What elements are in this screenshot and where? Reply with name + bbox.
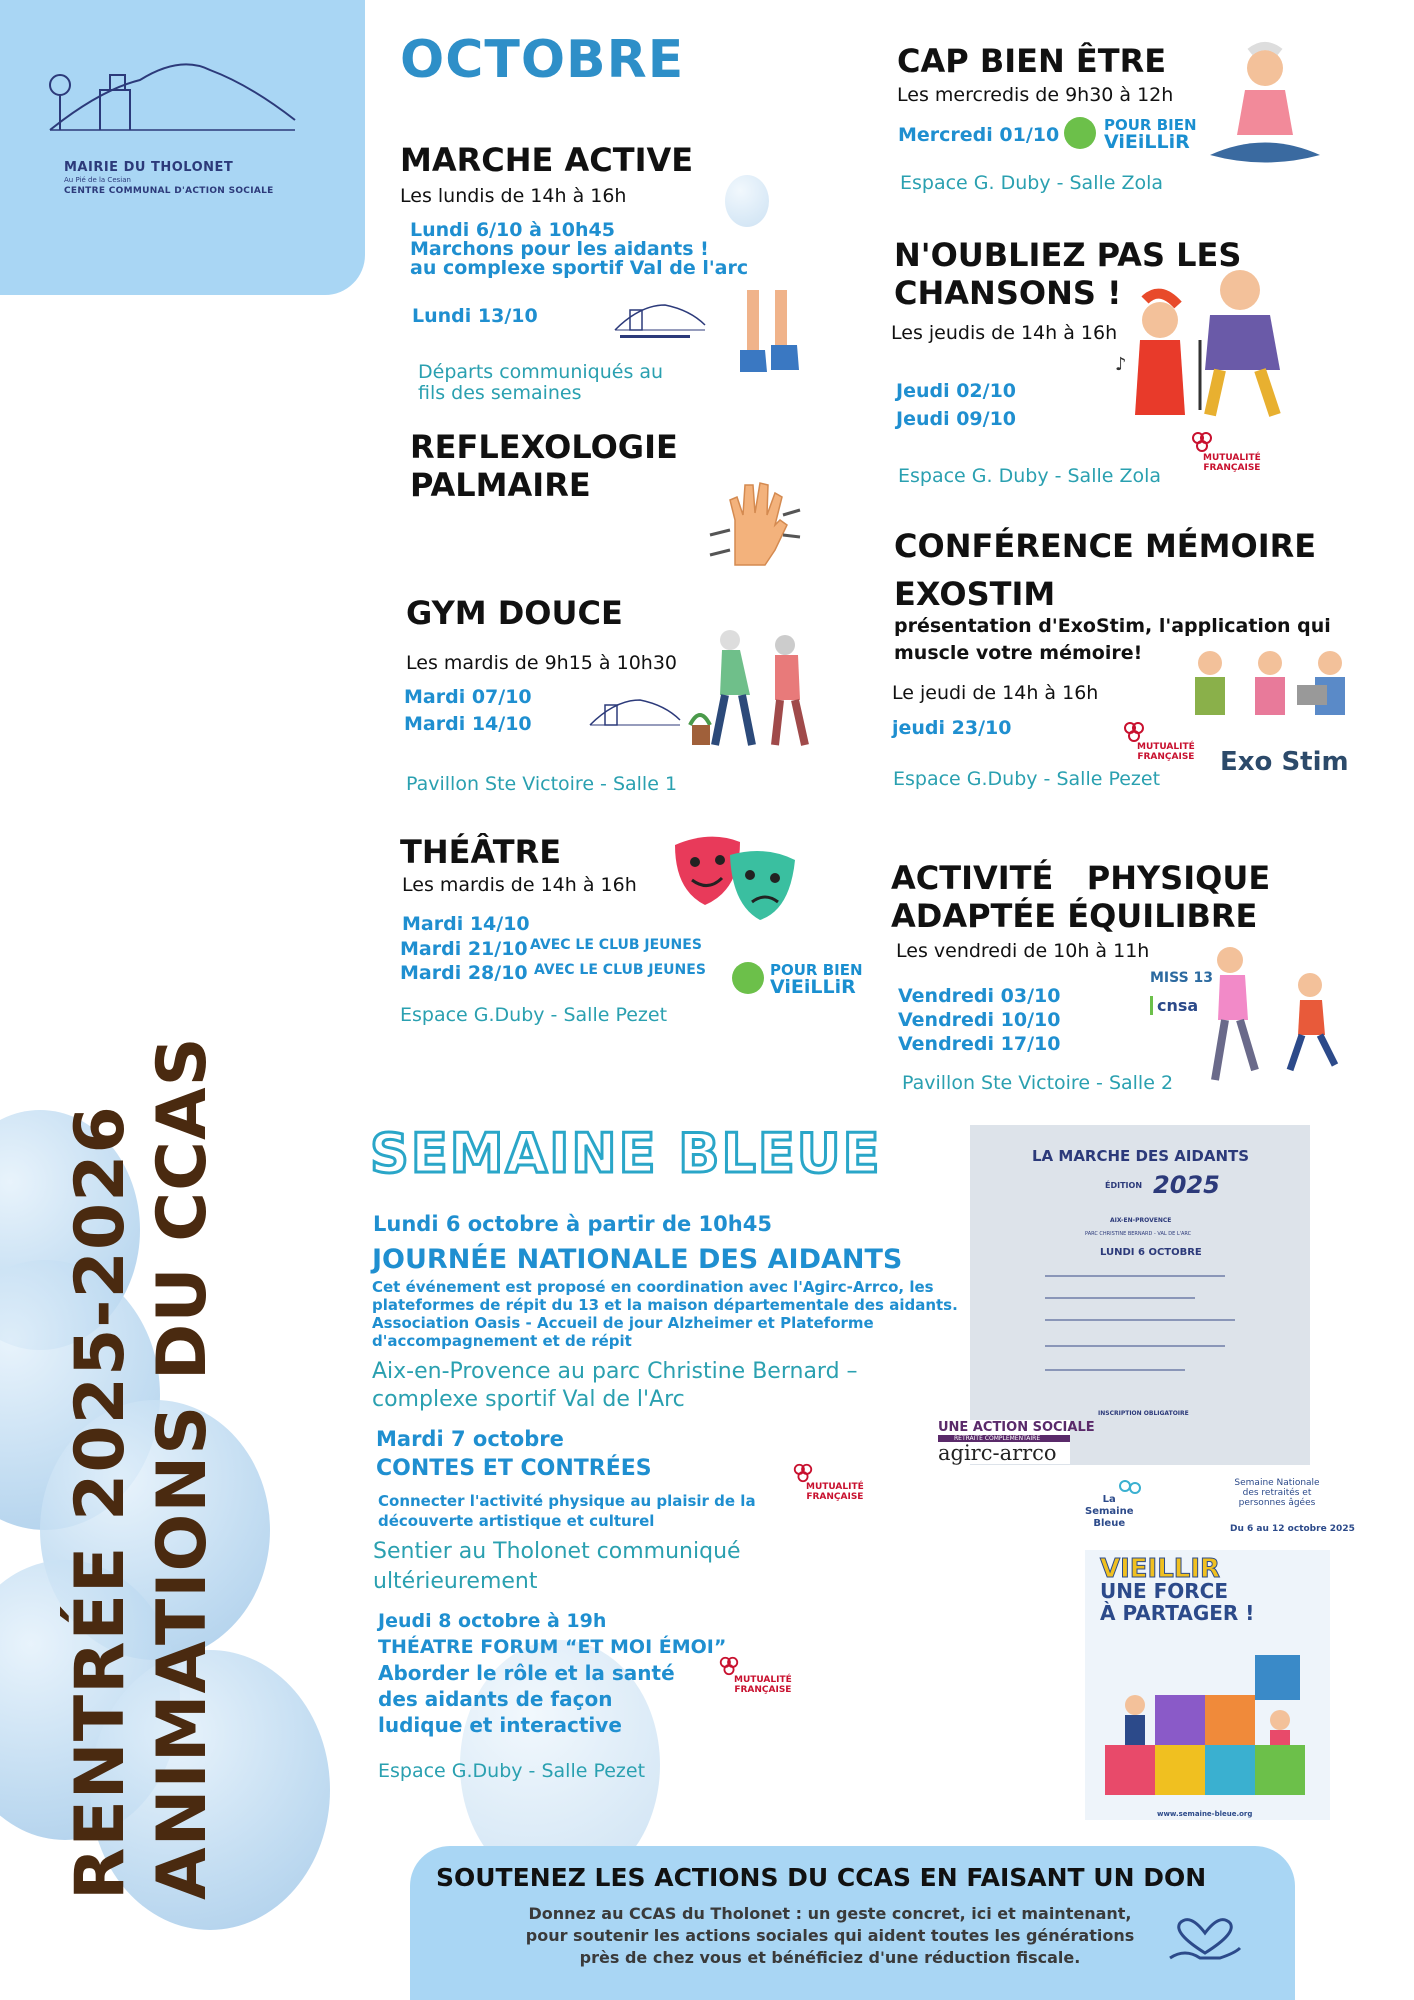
marche-date1: [410, 221, 748, 278]
marche-date1-line3: au complexe sportif Val de l'arc: [410, 257, 749, 279]
cap-schedule: Les mercredis de 9h30 à 12h: [897, 84, 1174, 106]
theatre-date2-note: AVEC LE CLUB JEUNES: [530, 937, 702, 953]
gym-title: GYM DOUCE: [406, 594, 623, 632]
agirc-arrco-logo: [938, 1420, 1095, 1465]
theatre-date3: Mardi 28/10: [400, 962, 528, 984]
semaine-e2-desc-line1: Connecter l'activité physique au plaisir de la: [378, 1492, 756, 1510]
singers-icon: [1100, 250, 1300, 420]
poster-program-line: [1045, 1275, 1225, 1277]
mairie-logo-icon: [40, 50, 300, 160]
mutualite-logo-text: [734, 1675, 792, 1695]
marche-date2: Lundi 13/10: [412, 305, 538, 327]
mutualite-line2: FRANÇAISE: [734, 1685, 792, 1695]
chansons-title-line1: N'OUBLIEZ PAS LES: [894, 236, 1242, 274]
mini-mairie-logo-icon: [610, 295, 710, 345]
mutualite-line1: MUTUALITÉ: [806, 1482, 864, 1492]
apa-date3: Vendredi 17/10: [898, 1033, 1061, 1055]
poster-venue: PARC CHRISTINE BERNARD - VAL DE L'ARC: [1085, 1231, 1192, 1237]
conf-place: Espace G.Duby - Salle Pezet: [893, 768, 1161, 790]
slogan-line3: À PARTAGER !: [1100, 1601, 1255, 1625]
mutualite-line1: MUTUALITÉ: [1137, 742, 1195, 752]
semaine-right-line2: des retraités et: [1242, 1488, 1312, 1498]
theatre-schedule: Les mardis de 14h à 16h: [402, 874, 637, 896]
conf-title: [894, 522, 1316, 618]
conf-description-line2: muscle votre mémoire!: [894, 642, 1143, 664]
semaine-logo-line3: Bleue: [1093, 1518, 1126, 1529]
chansons-title-line2: CHANSONS !: [894, 274, 1122, 312]
semaine-e1-place: [372, 1358, 858, 1414]
semaine-poster-url: www.semaine-bleue.org: [1157, 1810, 1253, 1818]
semaine-e1-desc: [372, 1278, 958, 1350]
pbv-logo-text: [770, 962, 863, 996]
mutualite-line2: FRANÇAISE: [806, 1492, 864, 1502]
gym-date1: Mardi 07/10: [404, 686, 532, 708]
poster-program-line: [1045, 1369, 1185, 1371]
apa-place: Pavillon Ste Victoire - Salle 2: [902, 1072, 1174, 1094]
donation-title: SOUTENEZ LES ACTIONS DU CCAS EN FAISANT UN DON: [436, 1863, 1207, 1892]
mini-mairie-logo-icon: [585, 690, 685, 740]
theatre-date3-note: AVEC LE CLUB JEUNES: [534, 962, 706, 978]
apa-schedule: Les vendredi de 10h à 11h: [896, 940, 1150, 962]
marche-date1-line1: Lundi 6/10 à 10h45: [410, 219, 615, 241]
mutualite-line2: FRANÇAISE: [1137, 752, 1195, 762]
marche-place-line2: fils des semaines: [418, 382, 582, 404]
semaine-poster-dates: Du 6 au 12 octobre 2025: [1230, 1524, 1355, 1534]
conf-title-line1: CONFÉRENCE MÉMOIRE: [894, 527, 1317, 565]
marche-place: [418, 362, 663, 404]
poster-year: 2025: [1153, 1171, 1220, 1199]
chansons-schedule: Les jeudis de 14h à 16h: [891, 322, 1118, 344]
vertical-title-line1: RENTRÉE 2025-2026: [61, 1105, 140, 1900]
pbv-logo-line2: ViEiLLiR: [770, 976, 856, 998]
vertical-title-line2: ANIMATIONS DU CCAS: [143, 1036, 222, 1900]
slogan-line1: VIEILLIR: [1100, 1554, 1221, 1584]
mutualite-logo-icon: [1122, 720, 1146, 744]
theatre-place: Espace G.Duby - Salle Pezet: [400, 1004, 668, 1026]
marche-title: MARCHE ACTIVE: [400, 141, 694, 179]
balloon-decoration: [725, 175, 769, 227]
semaine-e2-place-line1: Sentier au Tholonet communiqué: [373, 1539, 741, 1564]
cap-place: Espace G. Duby - Salle Zola: [900, 172, 1164, 194]
pbv-logo-text: [1104, 117, 1197, 151]
mutualite-line1: MUTUALITÉ: [734, 1675, 792, 1685]
walking-legs-icon: [735, 290, 805, 380]
semaine-e1-desc-line2: plateformes de répit du 13 et la maison départementale des aidants.: [372, 1296, 958, 1314]
marche-date1-line2: Marchons pour les aidants !: [410, 238, 709, 260]
semaine-e1-desc-line4: d'accompagnement et de répit: [372, 1332, 632, 1350]
poster-city: AIX-EN-PROVENCE: [1110, 1217, 1172, 1224]
agirc-line3: agirc-arrco: [938, 1441, 1057, 1465]
semaine-e1-title: JOURNÉE NATIONALE DES AIDANTS: [372, 1244, 903, 1275]
cap-title: CAP BIEN ÊTRE: [897, 42, 1167, 80]
seniors-devices-icon: [1185, 645, 1355, 715]
donation-text: [470, 1903, 1190, 1969]
donation-text-line3: près de chez vous et bénéficiez d'une réduction fiscale.: [579, 1948, 1081, 1967]
apa-title-line1: ACTIVITÉ PHYSIQUE: [891, 859, 1271, 897]
poster-program-line: [1045, 1319, 1235, 1321]
mutualite-logo-text: [1137, 742, 1195, 762]
chansons-date2: Jeudi 09/10: [896, 408, 1017, 430]
poster-title: LA MARCHE DES AIDANTS: [1032, 1147, 1250, 1165]
theatre-masks-icon: [660, 830, 820, 930]
marche-place-line1: Départs communiqués au: [418, 361, 664, 383]
pbv-logo-line2: ViEiLLiR: [1104, 131, 1190, 153]
gym-place: Pavillon Ste Victoire - Salle 1: [406, 773, 678, 795]
conf-description-line1: présentation d'ExoStim, l'application qui: [894, 615, 1331, 637]
theatre-title: THÉÂTRE: [400, 833, 562, 871]
semaine-e1-place-line2: complexe sportif Val de l'Arc: [372, 1387, 685, 1412]
mutualite-logo-icon: [792, 1462, 814, 1484]
semaine-e1-desc-line3: Association Oasis - Accueil de jour Alzheimer et Plateforme: [372, 1314, 874, 1332]
marche-schedule: Les lundis de 14h à 16h: [400, 185, 627, 207]
semaine-e3-desc-line1: Aborder le rôle et la santé: [378, 1661, 675, 1685]
poster-edition: ÉDITION: [1105, 1181, 1143, 1190]
semaine-e2-desc: [378, 1491, 756, 1531]
poster-day: LUNDI 6 OCTOBRE: [1100, 1247, 1202, 1258]
month-title: OCTOBRE: [400, 30, 685, 90]
semaine-logo-line1: La: [1102, 1494, 1116, 1505]
mutualite-logo-icon: [718, 1655, 740, 1677]
semaine-right-line3: personnes âgées: [1238, 1498, 1316, 1508]
heart-hand-icon: [1165, 1903, 1245, 1973]
conf-schedule: Le jeudi de 14h à 16h: [892, 682, 1099, 704]
semaine-e1-date: Lundi 6 octobre à partir de 10h45: [373, 1212, 772, 1236]
mutualite-line2: FRANÇAISE: [1203, 463, 1261, 473]
pbv-logo-icon: [732, 962, 764, 994]
semaine-poster-slogan: [1100, 1554, 1255, 1625]
semaine-e2-desc-line2: découverte artistique et culturel: [378, 1512, 655, 1530]
semaine-bleue-poster: [1065, 1470, 1355, 1842]
semaine-e3-desc: [378, 1660, 675, 1738]
chansons-date1: Jeudi 02/10: [896, 380, 1017, 402]
mutualite-logo-text: [1203, 453, 1261, 473]
puzzle-people-icon: [1095, 1635, 1320, 1805]
apa-title-line2: ADAPTÉE ÉQUILIBRE: [891, 897, 1258, 935]
logo-motto: Au Pié de la Cesian: [64, 176, 131, 184]
apa-title: [891, 859, 1270, 935]
svg-text:♪: ♪: [1115, 354, 1127, 375]
semaine-e3-place: Espace G.Duby - Salle Pezet: [378, 1760, 646, 1782]
theatre-date2: Mardi 21/10: [400, 938, 528, 960]
conf-title-line2: EXOSTIM: [894, 575, 1056, 613]
semaine-e1-place-line1: Aix-en-Provence au parc Christine Bernard –: [372, 1359, 858, 1384]
reflexo-title-line1: REFLEXOLOGIE: [410, 428, 678, 466]
chansons-place: Espace G. Duby - Salle Zola: [898, 465, 1162, 487]
marche-aidants-poster: [970, 1125, 1310, 1465]
meditation-icon: [1205, 40, 1325, 175]
pbv-logo-icon: [1064, 117, 1096, 149]
gym-schedule: Les mardis de 9h15 à 10h30: [406, 652, 678, 674]
mutualite-logo-icon: [1190, 430, 1214, 454]
miss13-logo: MISS 13: [1150, 970, 1214, 986]
semaine-e2-place-line2: ultérieurement: [373, 1569, 538, 1594]
semaine-bleue-title: SEMAINE BLEUE: [370, 1122, 882, 1185]
apa-date2: Vendredi 10/10: [898, 1009, 1061, 1031]
semaine-right-text: [1227, 1478, 1327, 1508]
gym-date2: Mardi 14/10: [404, 713, 532, 735]
conf-date1: jeudi 23/10: [892, 717, 1012, 739]
poster-program-line: [1045, 1345, 1225, 1347]
vertical-title: [60, 1036, 224, 1900]
agirc-line2: RETRAITE COMPLÉMENTAIRE: [938, 1435, 1070, 1442]
semaine-e2-date: Mardi 7 octobre: [376, 1427, 564, 1451]
cnsa-logo: cnsa: [1150, 996, 1198, 1015]
slogan-line2: UNE FORCE: [1100, 1579, 1229, 1603]
dancing-seniors-icon: [1190, 940, 1350, 1090]
theatre-date1: Mardi 14/10: [402, 913, 530, 935]
semaine-e3-desc-line2: des aidants de façon: [378, 1687, 613, 1711]
cap-date1: Mercredi 01/10: [898, 124, 1060, 146]
semaine-e3-date: Jeudi 8 octobre à 19h: [378, 1610, 607, 1632]
semaine-logo-line2: Semaine: [1085, 1506, 1134, 1517]
semaine-right-line1: Semaine Nationale: [1234, 1478, 1320, 1488]
mutualite-logo-text: [806, 1482, 864, 1502]
palm-hand-icon: [705, 475, 805, 575]
reflexo-title-line2: PALMAIRE: [410, 466, 591, 504]
mutualite-line1: MUTUALITÉ: [1203, 453, 1261, 463]
pbv-logo-line1: POUR BIEN: [1104, 116, 1197, 134]
semaine-e3-title: THÉATRE FORUM “ET MOI ÉMOI”: [378, 1636, 727, 1658]
donation-text-line1: Donnez au CCAS du Tholonet : un geste concret, ici et maintenant,: [528, 1904, 1132, 1923]
semaine-e2-place: [373, 1537, 741, 1597]
donation-text-line2: pour soutenir les actions sociales qui aident toutes les générations: [525, 1926, 1135, 1945]
apa-date1: Vendredi 03/10: [898, 985, 1061, 1007]
logo-title: MAIRIE DU THOLONET: [64, 160, 234, 175]
semaine-e3-desc-line3: ludique et interactive: [378, 1713, 622, 1737]
reflexo-title: [410, 428, 678, 504]
poster-footer: INSCRIPTION OBLIGATOIRE: [1098, 1410, 1189, 1417]
poster-program-line: [1045, 1297, 1195, 1299]
semaine-e1-desc-line1: Cet événement est proposé en coordination avec l'Agirc-Arrco, les: [372, 1278, 934, 1296]
logo-subtitle: CENTRE COMMUNAL D'ACTION SOCIALE: [64, 186, 274, 196]
pbv-logo-line1: POUR BIEN: [770, 961, 863, 979]
gym-seniors-icon: [680, 615, 830, 755]
exostim-logo: Exo Stim: [1220, 747, 1349, 777]
agirc-line1: UNE ACTION SOCIALE: [938, 1420, 1095, 1435]
semaine-logo-text: [1085, 1494, 1133, 1530]
semaine-e2-title: CONTES ET CONTRÉES: [376, 1456, 652, 1481]
